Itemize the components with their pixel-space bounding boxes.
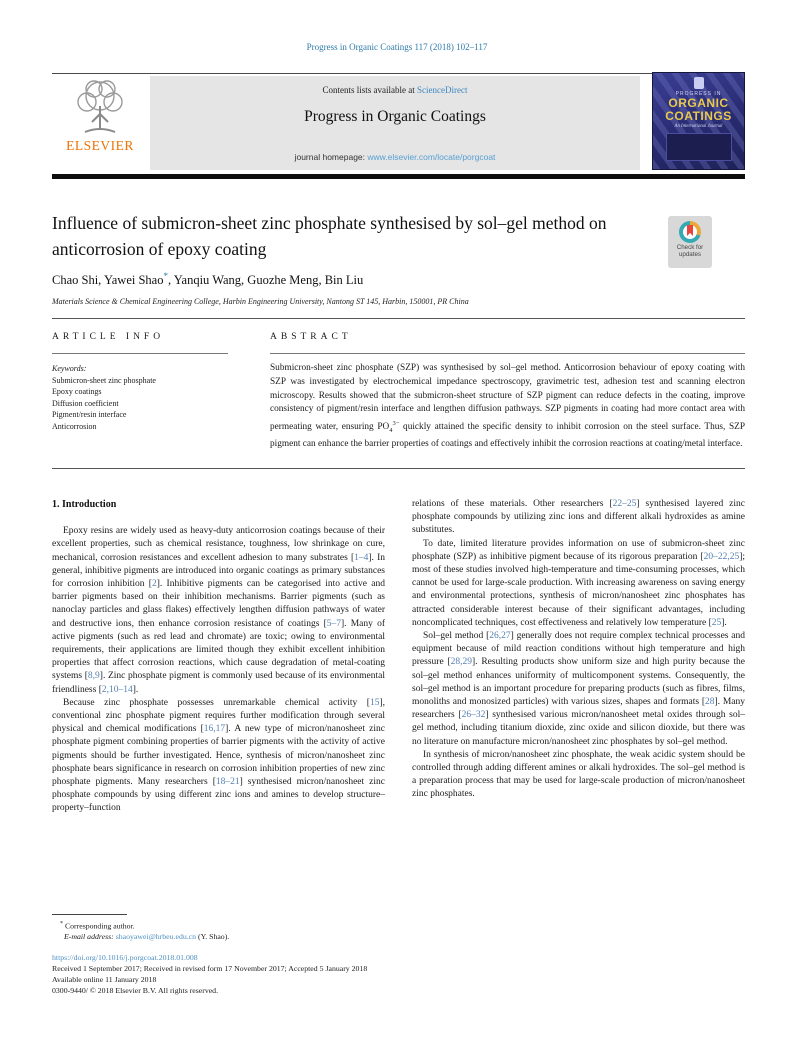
info-block-top-rule — [52, 318, 745, 319]
citation-link[interactable]: 28,29 — [450, 657, 472, 668]
footnote-rule — [52, 914, 127, 915]
check-badge-label-2: updates — [678, 251, 702, 258]
check-badge-label-1: Check for — [676, 244, 704, 251]
publisher-banner — [150, 76, 640, 170]
body-paragraph: Because zinc phosphate possesses unremarkable chemical activity [15], conventional zinc phosphate pigment requires further modification through several physical and chemical modifications [16,17]. A new type of micron/nanosheet zinc phosphate pigment combining properties of barrier pigments with the activity of active pigments should be further investigated. Hence, synthesis of micron/nanosheet zinc phosphate bears significance in research on corrosion inhibition properties of new zinc phosphate pigments. Many researchers [18–21] synthesised micron/nanosheet zinc phosphate compounds by using different zinc ions and amines to develop structure–property–function — [52, 697, 385, 814]
header-top-rule — [52, 73, 745, 74]
abstract-part1: Submicron-sheet zinc phosphate (SZP) was synthesised by sol–gel method. Anticorrosion behaviour of epoxy coating with SZP was investigated by electrochemical impedance spectroscopy, gravimetric test, adhesion test and scanning electron microscopy. Results showed that the submicron-sheet structure of SZP pigment can reduce defects in the coating, improve consistency of pigment/resin interface and lengthen diffusion pathways. SZP pigments in coating had more contact area with permeating water, ensuring — [270, 363, 745, 433]
keyword-item: Epoxy coatings — [52, 387, 102, 396]
citation-link[interactable]: 25 — [711, 617, 722, 628]
citation-link[interactable]: 20–22,25 — [703, 551, 740, 562]
homepage-label: journal homepage: — [294, 152, 368, 162]
email-link[interactable]: shaoyawei@hrbeu.edu.cn — [115, 932, 197, 941]
keywords-label: Keywords: — [52, 364, 87, 373]
homepage-line — [150, 152, 640, 162]
authors-second-part: , Yanqiu Wang, Guozhe Meng, Bin Liu — [167, 273, 364, 288]
cover-emblem-icon — [694, 77, 704, 89]
elsevier-wordmark: ELSEVIER — [66, 138, 134, 153]
article-info-rule — [52, 353, 228, 354]
citation-link[interactable]: 16,17 — [203, 724, 226, 735]
info-block-bottom-rule — [52, 468, 745, 469]
body-paragraph: Epoxy resins are widely used as heavy-duty anticorrosion coatings because of their excellent properties, such as chemical resistance, toughness, low shrinkage on cure, mechanical, corrosion resistances and excellent adhesion to many substrates [1–4]. In general, inhibitive pigments are introduced into organic coatings as primary substances for corrosion inhibition [2]. Inhibitive pigments can be categorised into active and barrier pigments based on their inhibition mechanisms. Barrier pigments (such as nanoclay particles and glass flakes) effectively lengthen diffusion pathways of water and destructive ions, then enhance corrosion resistance of coatings [5–7]. Many of active pigments (such as red lead and chromate) are toxic; owing to environmental requirements, their applications are limited though they exhibit excellent inhibition properties that affect corrosion reactions, which cause degradation of metal-coating systems [8,9]. Zinc phosphate pigment is commonly used because of its environmental friendliness [2,10–14]. — [52, 526, 386, 695]
keyword-item: Anticorrosion — [52, 421, 97, 431]
section-heading-introduction: 1. Introduction — [52, 499, 117, 510]
citation-link[interactable]: 26–32 — [461, 710, 486, 721]
body-paragraph: Sol–gel method [26,27] generally does not require complex technical processes and equipment because of mild reaction conditions without high temperature and high pressure [28,29]. Resulting products show uniform size and high purity because the sol–gel method enhances uniformity of multicomponent systems. Consequently, the sol–gel method is an important procedure for preparing products (such as fibres, films, monoliths and monosized particles) with various sizes, shapes and formats [28]. Many researchers [26–32] synthesised various micron/nanosheet metal oxides through sol–gel method, including titanium dioxide, zinc oxide and silicon dioxide, but there was no literature on manufacture micron/nanosheet zinc phosphates by sol–gel method. — [412, 631, 746, 747]
contents-line — [150, 85, 640, 95]
keyword-item: Diffusion coefficient — [52, 398, 119, 408]
body-paragraph: relations of these materials. Other researchers [22–25] synthesised layered zinc phosphate compounds by utilizing zinc ions and different alkali hydroxides as amine substitutes. — [412, 499, 745, 536]
citation-link[interactable]: 22–25 — [612, 499, 637, 509]
elsevier-tree-icon — [67, 76, 133, 140]
journal-cover-thumbnail — [652, 72, 745, 170]
citation-link[interactable]: 1–4 — [354, 552, 369, 563]
corresponding-text: Corresponding author. — [63, 921, 135, 931]
contents-prefix: Contents lists available at — [322, 85, 417, 95]
phosphate-formula: $PO_4^{3-}$ — [377, 420, 400, 435]
body-column-right — [412, 498, 745, 802]
copyright-line: 0300-9440/ © 2018 Elsevier B.V. All rights reserved. — [52, 986, 219, 995]
article-title: Influence of submicron-sheet zinc phosphate synthesised by sol–gel method on anticorrosion of epoxy coating — [52, 213, 607, 259]
cover-title-line1: ORGANIC — [668, 96, 729, 110]
available-online-line: Available online 11 January 2018 — [52, 975, 157, 984]
abstract-rule — [270, 353, 745, 354]
body-paragraph: In synthesis of micron/nanosheet zinc phosphate, the weak acidic system should be controlled through adding different amines or alkali hydroxides. The sol–gel method is a preparation process that may be used for large-scale production of micron/nanosheet zinc phosphates. — [412, 749, 745, 800]
citation-link[interactable]: 8,9 — [87, 671, 100, 682]
citation-link[interactable]: 15 — [369, 697, 380, 708]
citation-link[interactable]: 2,10–14 — [101, 684, 133, 695]
footnote-asterisk: * — [60, 921, 63, 927]
abstract-part2: quickly attained the specific density to inhibit corrosion on the steel surface. Thus, SZP pigment can enhance the barrier properties of coatings and effectively inhibit the corrosion reactions at coating/metal interface. — [270, 422, 745, 449]
doi-link[interactable]: https://doi.org/10.1016/j.porgcoat.2018.01.008 — [52, 953, 198, 962]
received-dates-line: Received 1 September 2017; Received in revised form 17 November 2017; Accepted 5 January 2018 — [52, 964, 368, 973]
journal-title: Progress in Organic Coatings — [304, 108, 486, 125]
author-list — [52, 271, 692, 288]
body-column-left — [52, 498, 385, 816]
authors-first-part: Chao Shi, Yawei Shao — [52, 273, 164, 288]
cover-image-window — [666, 133, 732, 161]
header-divider-bar — [52, 174, 745, 179]
cover-tagline: PROGRESS IN — [675, 91, 722, 97]
citation-link[interactable]: 18–21 — [215, 777, 240, 788]
body-paragraph: To date, limited literature provides information on use of submicron-sheet zinc phosphate (SZP) as inhibitive pigment because of its rigorous preparation [20–22,25]; most of these studies involved high-temperature and time-consuming processes, which cannot be used for large-scale production. With increasing awareness on saving energy and environmental protections, synthesis of micron/nanosheet zinc phosphates has attracted considerable interest because of their significant advantages, including noncomplicated techniques, cost effectiveness and relatively low temperature [25]. — [412, 538, 745, 628]
crossmark-icon — [679, 221, 701, 243]
citation-link[interactable]: 26,27 — [489, 631, 511, 642]
corresponding-author-note — [52, 921, 742, 931]
abstract-text — [270, 362, 745, 452]
corresponding-author-mark[interactable]: * — [163, 271, 168, 281]
cover-title-line2: COATINGS — [665, 109, 732, 123]
citation-link[interactable]: 28 — [705, 697, 715, 708]
keyword-item: Pigment/resin interface — [52, 410, 127, 419]
keyword-item: Submicron-sheet zinc phosphate — [52, 375, 156, 385]
elsevier-logo — [52, 76, 148, 170]
email-suffix: (Y. Shao). — [196, 932, 230, 941]
doi-line — [52, 953, 742, 962]
email-label: E-mail address: — [64, 932, 116, 941]
citation-link[interactable]: 2 — [151, 579, 157, 590]
keywords-list — [52, 363, 242, 432]
cover-subtitle: An International Journal — [674, 124, 723, 129]
email-note — [52, 932, 742, 941]
article-info-heading: ARTICLE INFO — [52, 332, 165, 342]
sciencedirect-link[interactable]: ScienceDirect — [417, 85, 468, 95]
journal-reference-line: Progress in Organic Coatings 117 (2018) 102–117 — [306, 42, 488, 52]
affiliation: Materials Science & Chemical Engineering College, Harbin Engineering University, Nantong ST 145, Harbin, 150001, PR China — [52, 297, 469, 306]
citation-link[interactable]: 5–7 — [326, 618, 342, 629]
check-for-updates-badge[interactable] — [668, 216, 712, 268]
homepage-link[interactable]: www.elsevier.com/locate/porgcoat — [367, 152, 496, 162]
abstract-heading: ABSTRACT — [270, 332, 352, 342]
